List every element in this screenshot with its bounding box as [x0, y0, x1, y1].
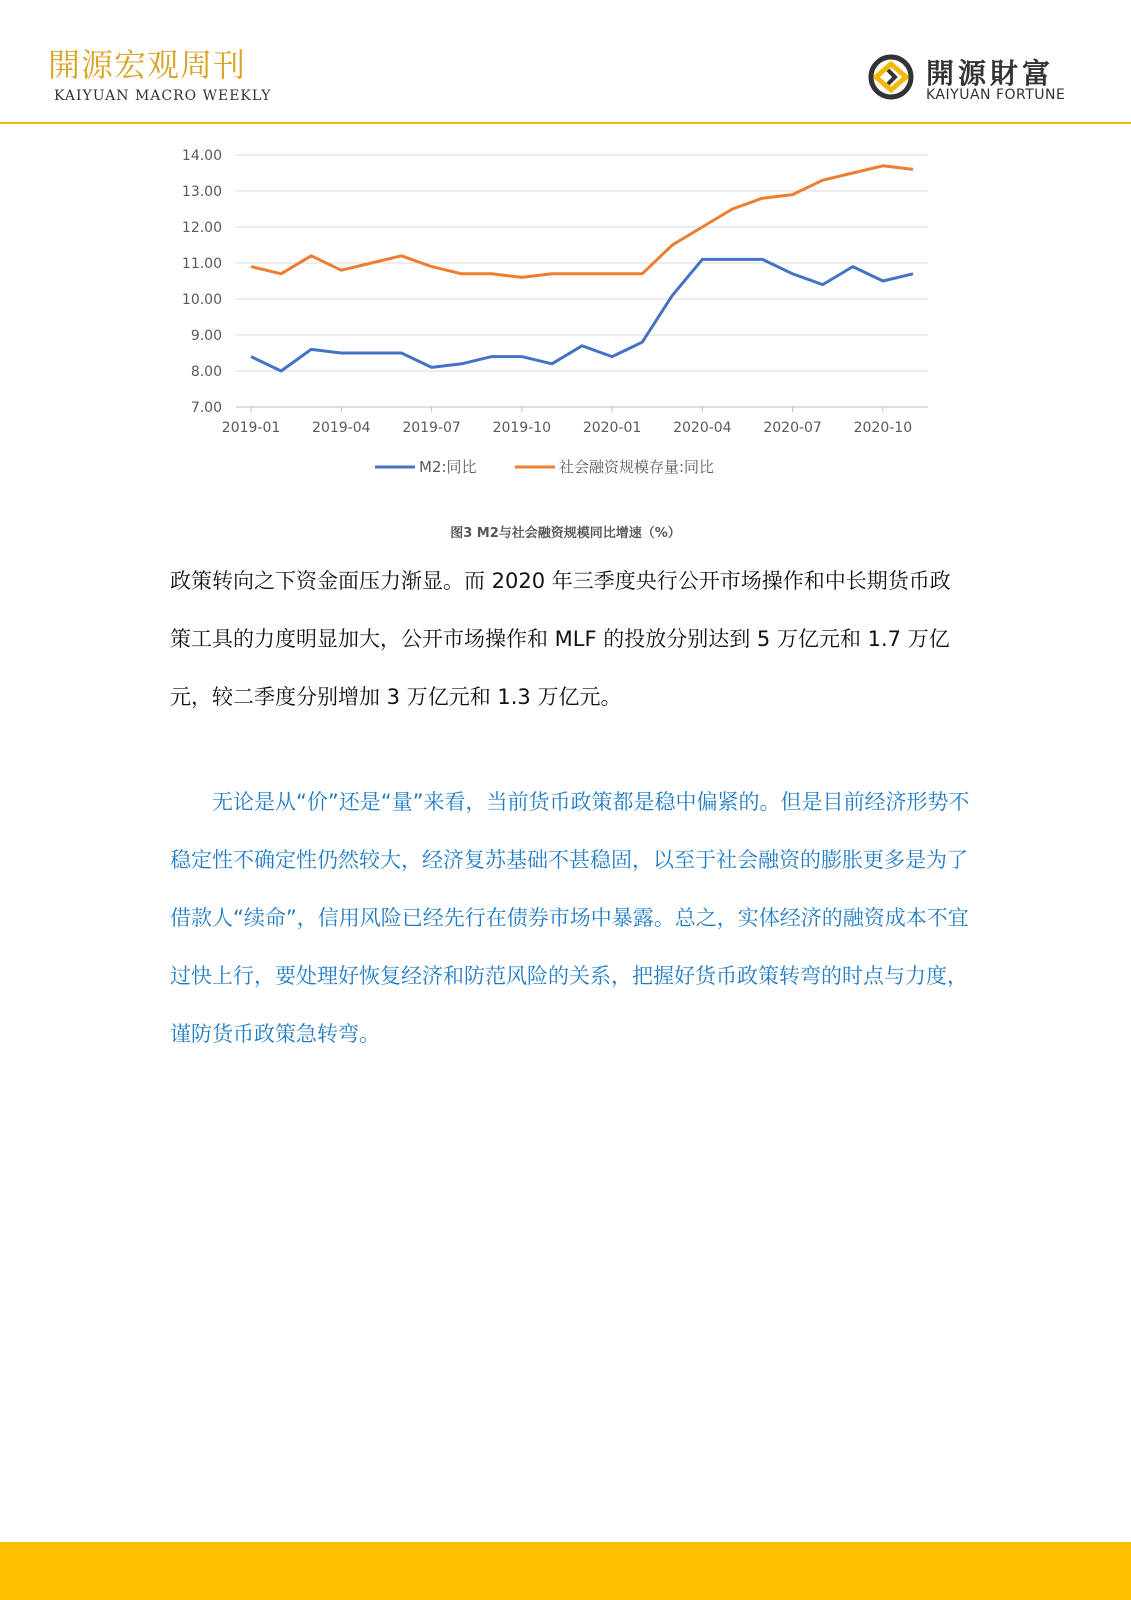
chart-gridlines — [236, 155, 928, 371]
y-tick-label: 9.00 — [190, 328, 222, 344]
x-tick-label: 2019-10 — [492, 420, 552, 436]
legend-label-social-financing: 社会融资规模存量:同比 — [559, 458, 715, 476]
kaiyuan-logo-icon — [866, 52, 916, 102]
x-tick-label: 2019-07 — [402, 420, 461, 436]
x-tick-label: 2019-01 — [221, 420, 281, 436]
body-paragraph-1: 政策转向之下资金面压力渐显。而 2020 年三季度央行公开市场操作和中长期货币政策工具的力度明显加大，公开市场操作和 MLF 的投放分别达到 5 万亿元和 1.7 万亿元，较二季度分别增加 3 万亿元和 1.3 万亿元。 — [170, 569, 951, 709]
x-tick-label: 2020-04 — [673, 420, 732, 436]
social-financing-series-line — [251, 166, 913, 278]
y-tick-label: 14.00 — [181, 148, 222, 164]
m2-social-financing-chart — [170, 140, 950, 500]
m2-series-line — [251, 259, 913, 371]
x-tick-label: 2020-07 — [763, 420, 822, 436]
y-tick-label: 12.00 — [181, 220, 222, 236]
y-tick-label: 8.00 — [190, 364, 222, 380]
chart-y-axis — [182, 148, 222, 416]
x-tick-label: 2019-04 — [312, 420, 371, 436]
chart-series-lines — [251, 166, 913, 371]
body-paragraph-2-highlight: 无论是从“价”还是“量”来看，当前货币政策都是稳中偏紧的。但是目前经济形势不稳定性不确定性仍然较大，经济复苏基础不甚稳固，以至于社会融资的膨胀更多是为了借款人“续命”，信用风险已经先行在债券市场中暴露。总之，实体经济的融资成本不宜过快上行，要处理好恢复经济和防范风险的关系，把握好货币政策转弯的时点与力度，谨防货币政策急转弯。 — [170, 790, 970, 1046]
legend-label-m2: M2:同比 — [419, 458, 477, 476]
footer-bar — [0, 1542, 1131, 1600]
publication-title: 開源宏观周刊 — [48, 46, 247, 84]
company-logo — [866, 52, 1096, 104]
logo-english-name: KAIYUAN FORTUNE — [926, 87, 1066, 103]
publication-subtitle: KAIYUAN MACRO WEEKLY — [54, 88, 272, 104]
x-tick-label: 2020-10 — [853, 420, 913, 436]
y-tick-label: 10.00 — [181, 292, 222, 308]
chart-legend — [375, 458, 714, 476]
figure-caption: 图3 M2与社会融资规模同比增速（%） — [450, 526, 681, 541]
logo-chinese-name: 開源財富 — [926, 57, 1055, 90]
header-divider — [0, 122, 1131, 124]
y-tick-label: 13.00 — [181, 184, 222, 200]
chart-x-axis — [222, 407, 928, 436]
y-tick-label: 7.00 — [190, 400, 222, 416]
y-tick-label: 11.00 — [181, 256, 222, 272]
x-tick-label: 2020-01 — [582, 420, 642, 436]
